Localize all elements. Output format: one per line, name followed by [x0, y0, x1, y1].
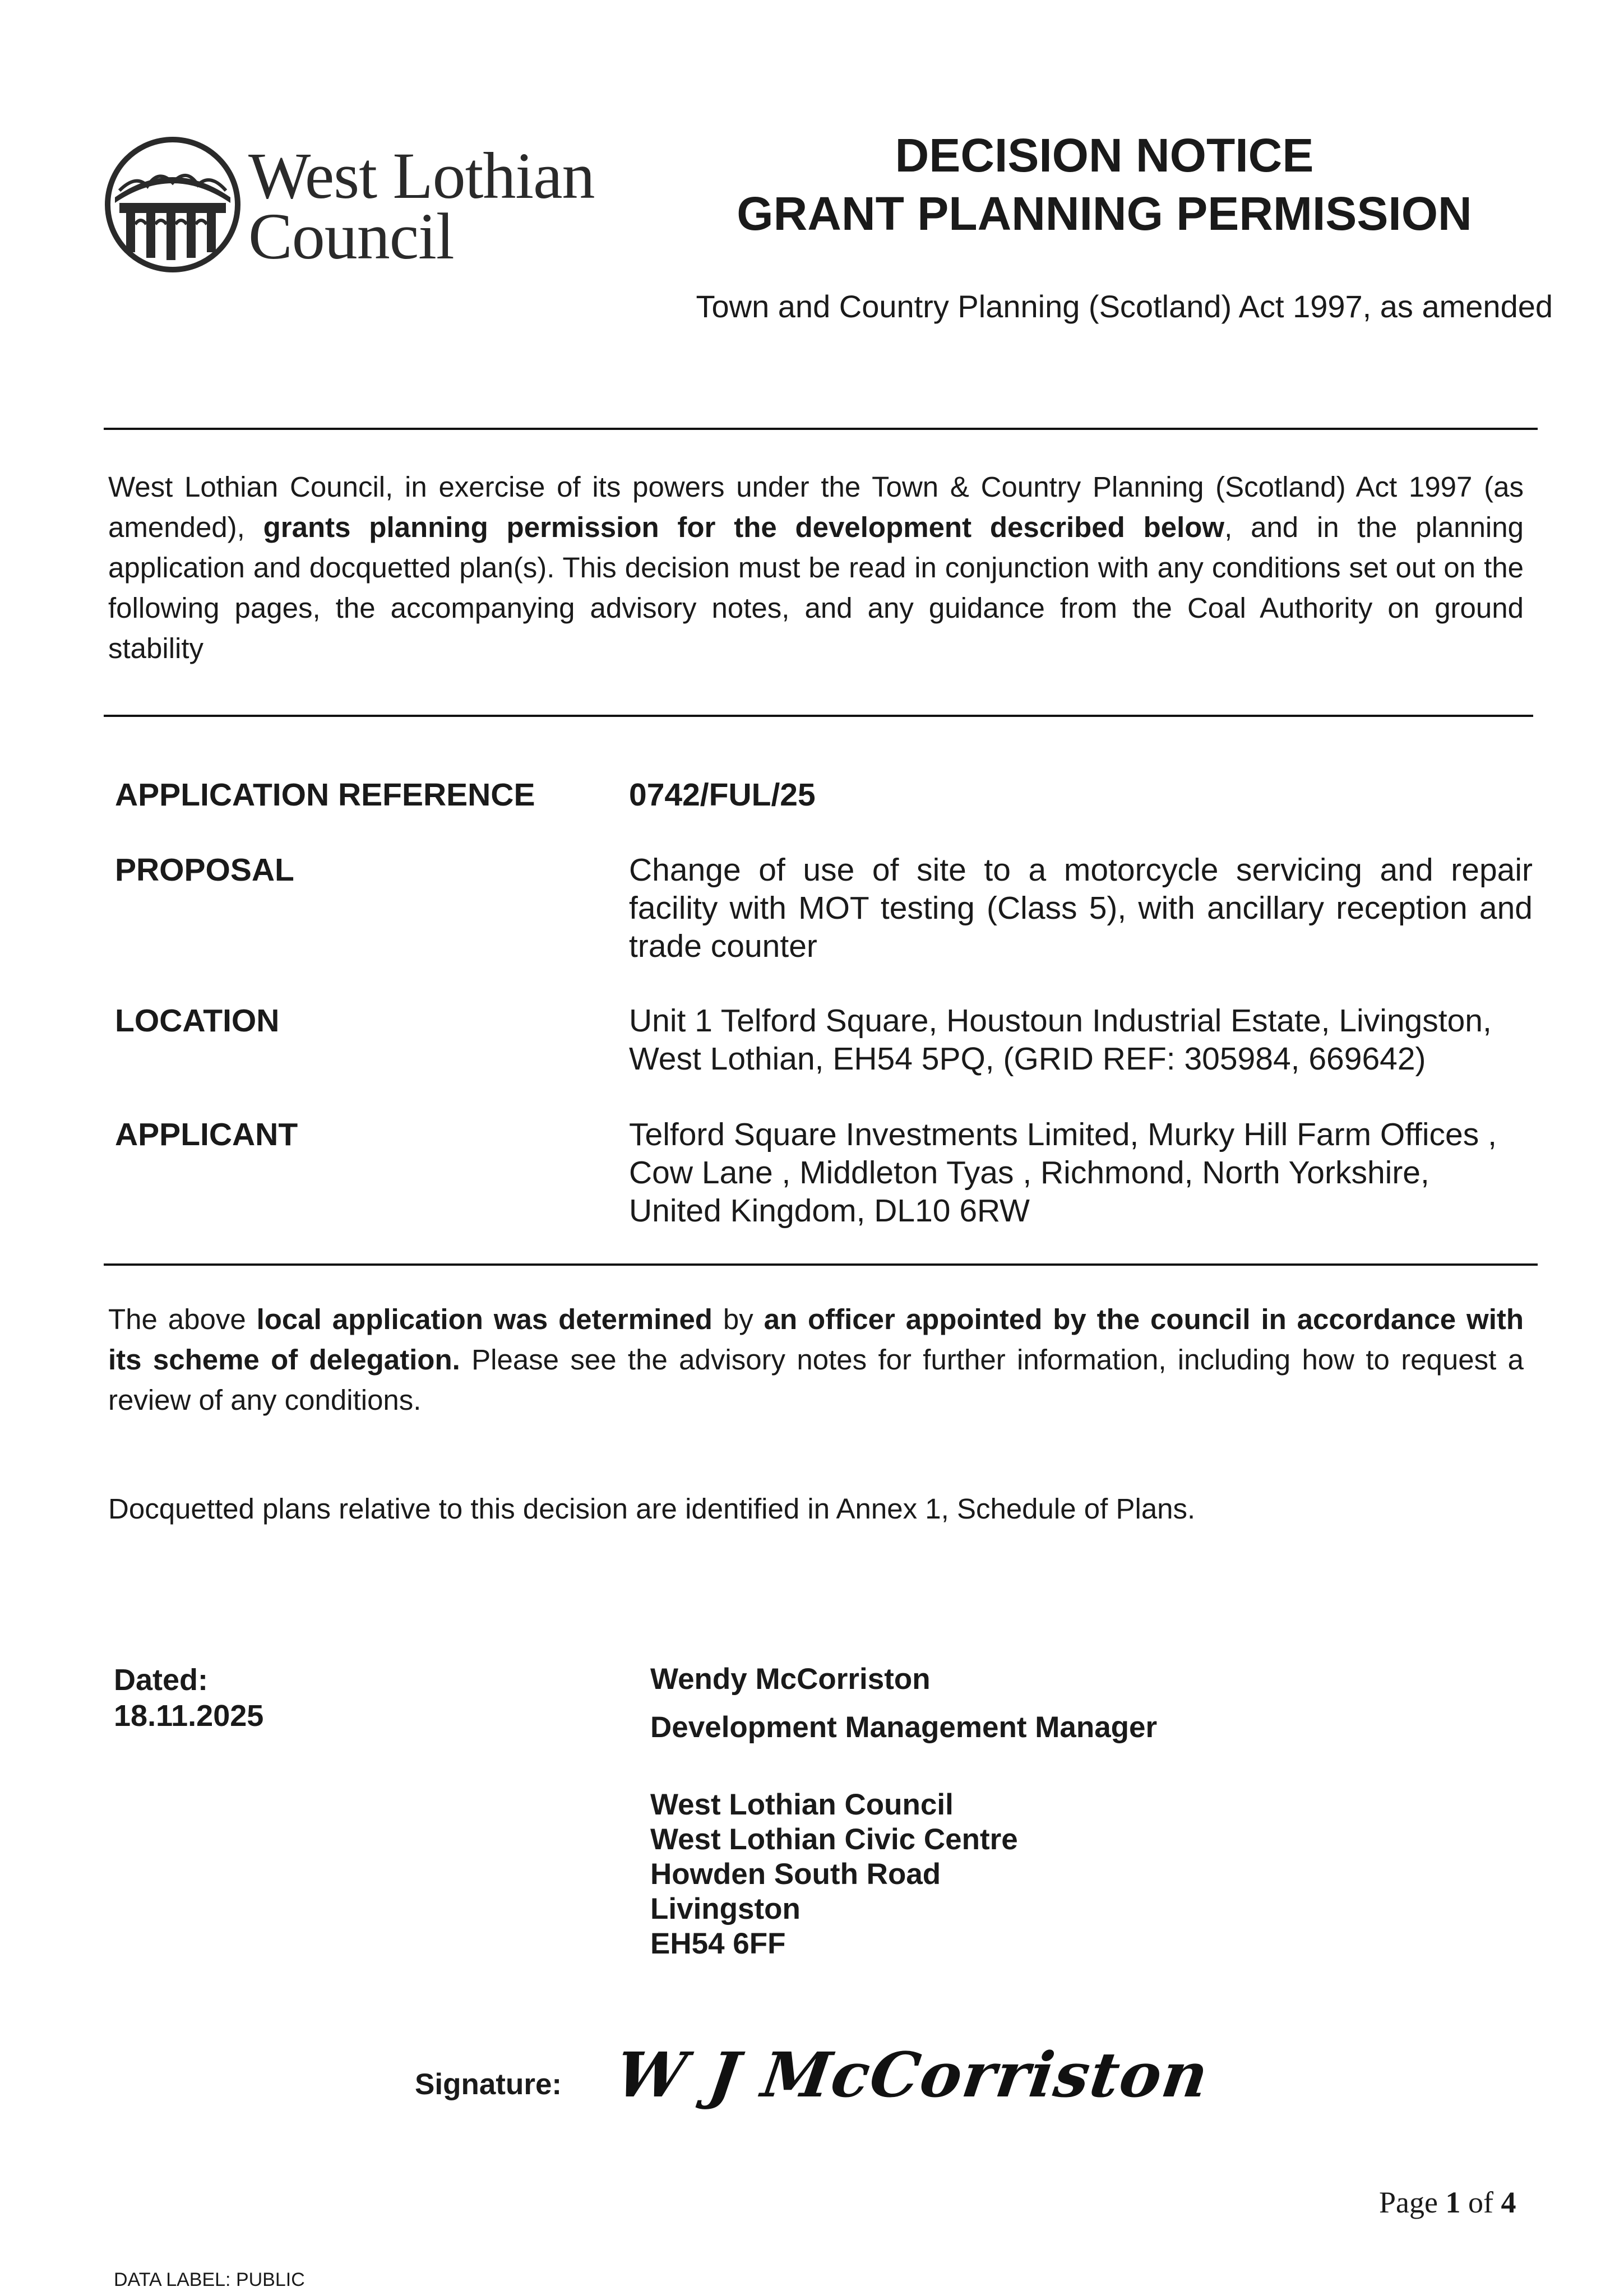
determination-text: The above [108, 1303, 257, 1335]
location-line-1: Unit 1 Telford Square, Houstoun Industrial Estate, Livingston, [629, 1003, 1492, 1039]
signature-label: Signature: [415, 2068, 562, 2101]
data-label: DATA LABEL: PUBLIC [114, 2269, 305, 2290]
dated-block [114, 1662, 263, 1734]
applicant-line-2: Cow Lane , Middleton Tyas , Richmond, North Yorkshire, [629, 1155, 1429, 1191]
intro-bold-text: grants planning permission for the development described below [263, 511, 1225, 543]
title-line-1: DECISION NOTICE [895, 129, 1314, 182]
intro-text: West Lothian Council, in exercise of its powers under the Town & Country Planning (Scotland) Act 1997 (as amended), [108, 471, 1524, 543]
address-line-2: West Lothian Civic Centre [650, 1823, 1018, 1856]
determination-text-3: Please see the advisory notes for further information, including how to request a review of any conditions. [108, 1344, 1524, 1416]
intro-paragraph [108, 467, 1524, 669]
handwritten-signature: W J McCorriston [612, 2039, 1214, 2111]
applicant-value [629, 1115, 1533, 1230]
logo-line-2: Council [248, 200, 454, 273]
divider [104, 715, 1533, 717]
page-prefix: Page [1379, 2186, 1446, 2219]
reference-value: 0742/FUL/25 [629, 777, 816, 813]
divider [104, 1263, 1538, 1266]
officer-name: Wendy McCorriston [650, 1663, 931, 1696]
location-line-2: West Lothian, EH54 5PQ, (GRID REF: 305984, 669642) [629, 1041, 1426, 1077]
officer-block [650, 1662, 1157, 1961]
act-subtitle: Town and Country Planning (Scotland) Act 1997, as amended [696, 289, 1553, 324]
page-number [1379, 2185, 1516, 2220]
notice-title [661, 126, 1547, 243]
page-current: 1 [1445, 2186, 1461, 2219]
council-logo-text [248, 139, 595, 273]
determination-bold-1: local application was determined [256, 1303, 712, 1335]
applicant-line-1: Telford Square Investments Limited, Murky Hill Farm Offices , [629, 1117, 1497, 1152]
applicant-label: APPLICANT [115, 1117, 298, 1152]
viaduct-emblem-icon [103, 135, 243, 275]
address-line-3: Howden South Road [650, 1858, 941, 1891]
location-label: LOCATION [115, 1003, 280, 1039]
title-line-2: GRANT PLANNING PERMISSION [737, 187, 1472, 240]
address-line-5: EH54 6FF [650, 1927, 786, 1960]
council-logo [103, 135, 618, 280]
applicant-line-3: United Kingdom, DL10 6RW [629, 1193, 1030, 1229]
divider [104, 428, 1538, 430]
dated-value: 18.11.2025 [114, 1699, 264, 1733]
address-line-1: West Lothian Council [650, 1788, 954, 1821]
address-line-4: Livingston [650, 1892, 801, 1925]
proposal-label: PROPOSAL [115, 852, 294, 888]
dated-label: Dated: [114, 1663, 209, 1697]
determination-text-2: by [712, 1303, 764, 1335]
page-total: 4 [1501, 2186, 1516, 2219]
plans-note: Docquetted plans relative to this decision are identified in Annex 1, Schedule of Plans. [108, 1493, 1196, 1525]
determination-bold-2: an officer appointed by the council in accordance with its scheme of delegation. [108, 1303, 1524, 1376]
reference-label: APPLICATION REFERENCE [115, 777, 535, 813]
determination-paragraph [108, 1299, 1524, 1420]
proposal-value: Change of use of site to a motorcycle servicing and repair facility with MOT testing (Class 5), with ancillary reception and trade counter [629, 852, 1533, 964]
officer-role: Development Management Manager [650, 1711, 1158, 1744]
location-value [629, 1002, 1533, 1078]
intro-text-continued: , and in the planning application and docquetted plan(s). This decision must be read in conjunction with any conditions set out on the following pages, the accompanying advisory notes, and any guidance from the Coal Authority on ground stability [108, 511, 1524, 664]
page-of: of [1460, 2186, 1501, 2219]
logo-line-1: West Lothian [248, 139, 595, 212]
